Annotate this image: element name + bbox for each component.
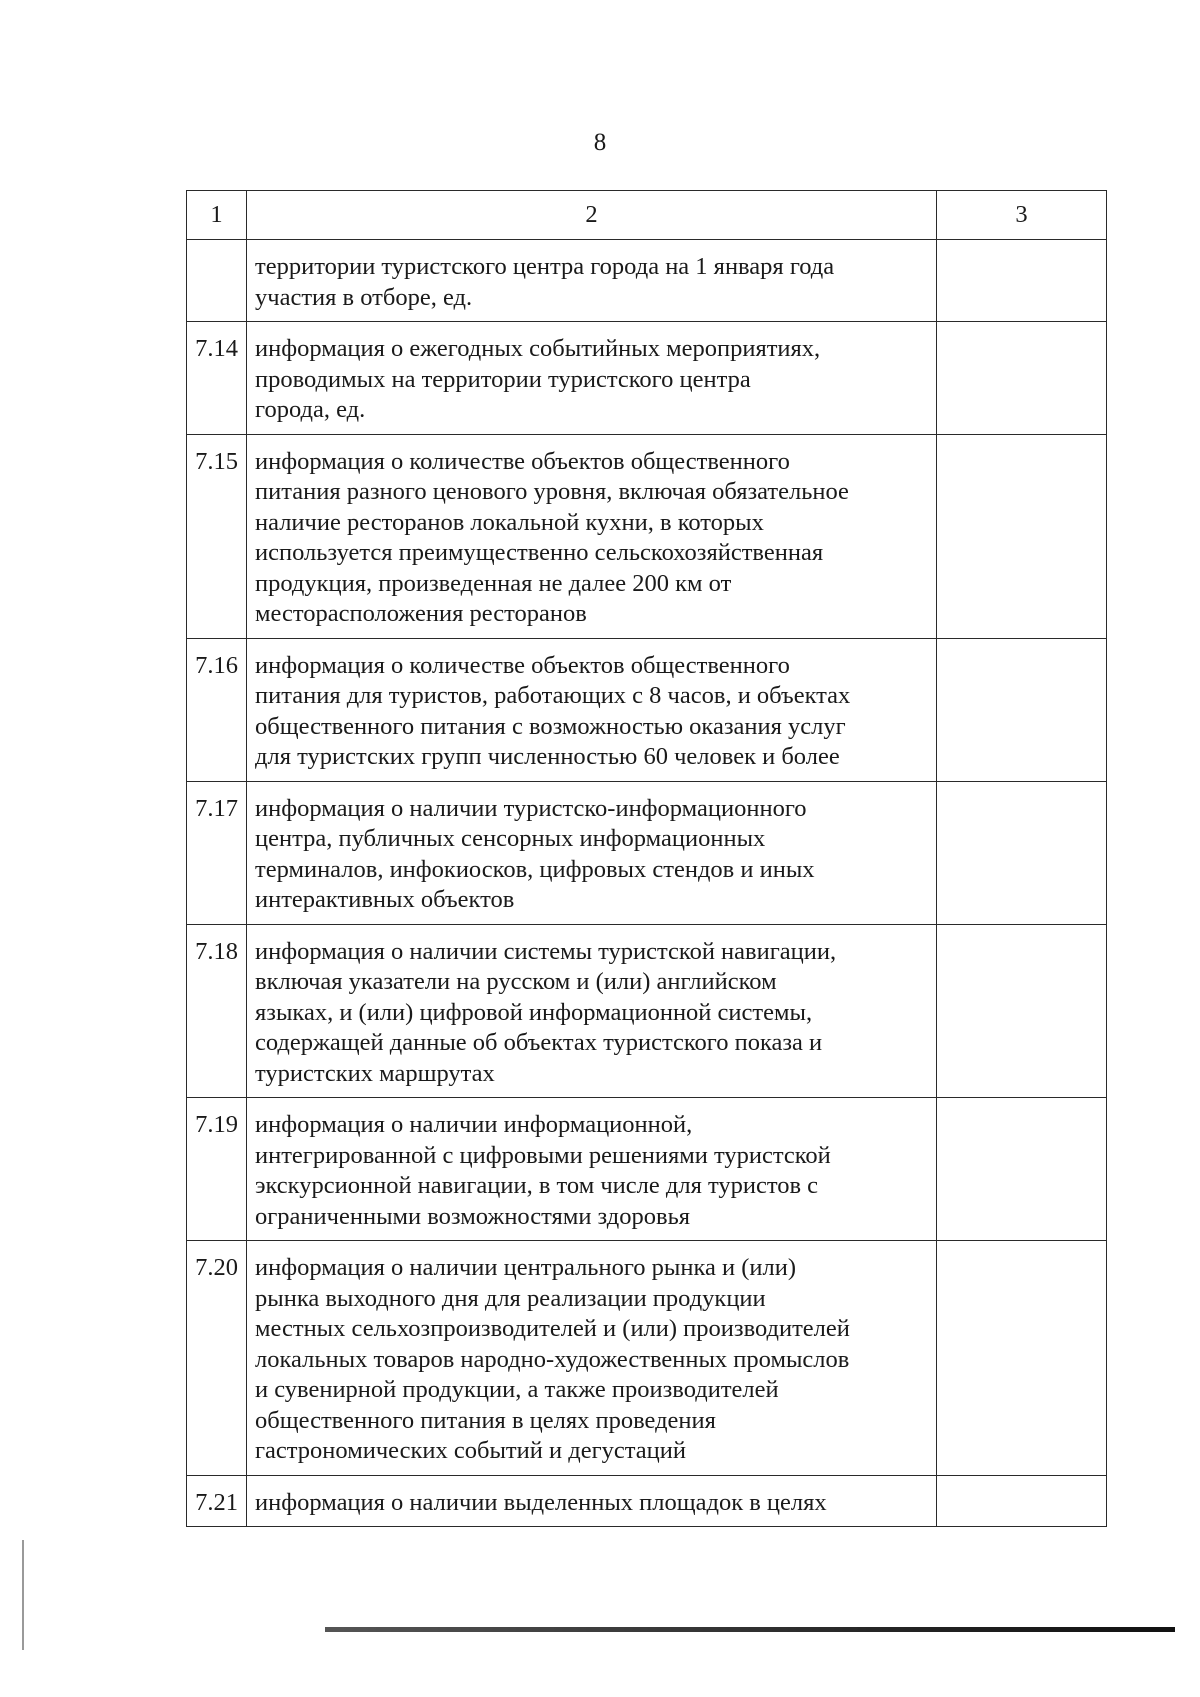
header-cell-3: 3	[937, 191, 1107, 240]
table-header-row	[187, 191, 1107, 240]
row-value-empty	[937, 924, 1107, 1098]
page-number: 8	[593, 129, 607, 156]
row-value-empty	[937, 638, 1107, 781]
row-value-empty	[937, 322, 1107, 435]
text-line: информация о наличии выделенных площадок в целях	[255, 1488, 827, 1516]
text-line: продукция, произведенная не далее 200 км от	[255, 569, 732, 597]
text-line: информация о ежегодных событийных мероприятиях,	[255, 335, 821, 362]
text-line: включая указатели на русском и (или) английском	[255, 968, 777, 995]
text-line: общественного питания с возможностью оказания услуг	[255, 712, 846, 740]
text-line: содержащей данные об объектах туристского показа и	[255, 1029, 823, 1056]
text-line: центра, публичных сенсорных информационных	[255, 825, 766, 852]
text-line: и сувенирной продукции, а также производителей	[255, 1376, 779, 1403]
row-description	[247, 638, 937, 781]
text-line: рынка выходного дня для реализации продукции	[255, 1284, 766, 1312]
row-value-empty	[937, 1241, 1107, 1476]
row-description	[247, 322, 937, 435]
text-line: гастрономических событий и дегустаций	[255, 1437, 686, 1464]
table-row	[187, 322, 1107, 435]
table-row	[187, 638, 1107, 781]
text-line: общественного питания в целях проведения	[255, 1406, 716, 1434]
row-description	[247, 1241, 937, 1476]
row-number: 7.18	[187, 924, 247, 1098]
text-line: месторасположения ресторанов	[255, 600, 587, 627]
text-line: местных сельхозпроизводителей и (или) производителей	[255, 1315, 850, 1342]
text-line: терминалов, инфокиосков, цифровых стендов и иных	[255, 855, 815, 883]
row-value-empty	[937, 1475, 1107, 1527]
text-line: информация о наличии системы туристской навигации,	[255, 937, 837, 965]
text-line: интегрированной с цифровыми решениями туристской	[255, 1141, 831, 1169]
header-cell-2: 2	[247, 191, 937, 240]
text-line: информация о наличии туристско-информационного	[255, 794, 807, 822]
row-value-empty	[937, 434, 1107, 638]
row-description	[247, 781, 937, 924]
text-line: информация о наличии информационной,	[255, 1111, 693, 1138]
row-description	[247, 924, 937, 1098]
text-line: информация о наличии центрального рынка и (или)	[255, 1254, 797, 1281]
scan-margin-line	[22, 1540, 24, 1650]
table-row	[187, 434, 1107, 638]
row-description	[247, 1475, 937, 1527]
text-line: территории туристского центра города на 1 января года	[255, 253, 835, 280]
row-number: 7.17	[187, 781, 247, 924]
row-number	[187, 240, 247, 322]
row-number: 7.20	[187, 1241, 247, 1476]
text-line: питания разного ценового уровня, включая обязательное	[255, 478, 849, 505]
text-line: города, ед.	[255, 396, 366, 423]
table-row	[187, 1475, 1107, 1527]
text-line: туристских маршрутах	[255, 1059, 495, 1087]
text-line: экскурсионной навигации, в том числе для туристов с	[255, 1172, 819, 1199]
row-description	[247, 240, 937, 322]
header-cell-1: 1	[187, 191, 247, 240]
row-value-empty	[937, 781, 1107, 924]
text-line: для туристских групп численностью 60 человек и более	[255, 743, 840, 770]
row-number: 7.21	[187, 1475, 247, 1527]
text-line: информация о количестве объектов общественного	[255, 651, 790, 679]
table-row	[187, 924, 1107, 1098]
table-row	[187, 1241, 1107, 1476]
row-number: 7.16	[187, 638, 247, 781]
table-row	[187, 240, 1107, 322]
text-line: используется преимущественно сельскохозяйственная	[255, 539, 824, 566]
row-number: 7.15	[187, 434, 247, 638]
row-number: 7.14	[187, 322, 247, 435]
table-row	[187, 1098, 1107, 1241]
row-value-empty	[937, 240, 1107, 322]
text-line: наличие ресторанов локальной кухни, в которых	[255, 508, 764, 536]
row-description	[247, 1098, 937, 1241]
scan-bottom-rule	[325, 1627, 1175, 1632]
table-row	[187, 781, 1107, 924]
text-line: информация о количестве объектов общественного	[255, 447, 790, 475]
text-line: ограниченными возможностями здоровья	[255, 1202, 691, 1230]
text-line: участия в отборе, ед.	[255, 283, 473, 311]
text-line: локальных товаров народно-художественных промыслов	[255, 1345, 850, 1373]
row-value-empty	[937, 1098, 1107, 1241]
row-description	[247, 434, 937, 638]
text-line: языках, и (или) цифровой информационной системы,	[255, 998, 813, 1026]
text-line: проводимых на территории туристского центра	[255, 365, 751, 393]
text-line: интерактивных объектов	[255, 886, 515, 913]
text-line: питания для туристов, работающих с 8 часов, и объектах	[255, 682, 851, 709]
row-number: 7.19	[187, 1098, 247, 1241]
criteria-table	[186, 190, 1107, 1527]
